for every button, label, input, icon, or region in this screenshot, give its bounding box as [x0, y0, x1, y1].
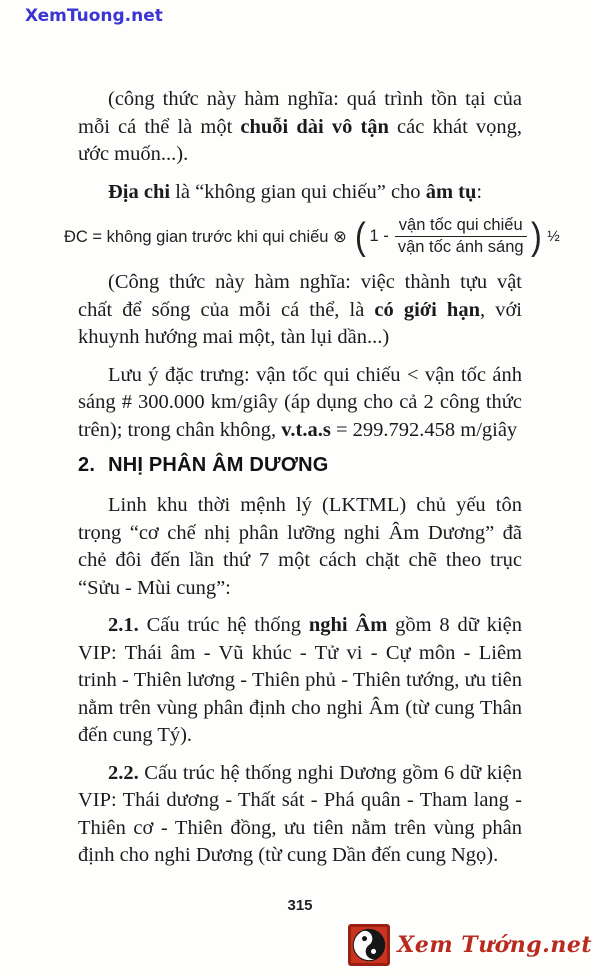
text-segment-bold: Địa chi	[108, 180, 171, 203]
formula-exponent: ½	[547, 228, 560, 245]
paragraph-2-1	[78, 612, 522, 750]
text-segment: Cấu trúc hệ thống nghi Dương gồm 6 dữ kiện VIP: Thái dương - Thất sát - Phá quân - Tham lang - Thiên cơ - Thiên đồng, ưu tiên nằm trên vùng phân định cho nghi Dương (từ cung Dần đến cung Ngọ).	[78, 761, 522, 866]
formula-close-paren: )	[530, 215, 542, 258]
fraction-numerator: vận tốc qui chiếu	[395, 216, 527, 237]
text-segment-bold: nghi Âm	[308, 614, 388, 636]
logo-text: Xem Tướng.net	[397, 932, 592, 958]
paragraph-formula-note-1	[78, 86, 522, 169]
formula-open-paren: (	[354, 215, 366, 258]
text-segment-bold: có giới hạn	[374, 298, 480, 321]
section-title: NHỊ PHÂN ÂM DƯƠNG	[108, 454, 329, 476]
text-segment: = 299.792.458 m/giây	[330, 418, 518, 441]
formula-dc	[64, 215, 560, 258]
text-segment: , với khuynh hướng mai một, tàn lụi dần...)	[78, 298, 522, 348]
text-segment-bold: v.t.a.s	[281, 418, 331, 441]
paragraph-formula-note-2	[78, 269, 522, 352]
text-segment: :	[476, 180, 483, 203]
text-segment-bold: âm tụ	[425, 180, 477, 203]
text-segment: (công thức này hàm nghĩa: quá trình tồn tại của mỗi cá thể là một	[78, 88, 522, 138]
paragraph-2-2	[78, 760, 522, 870]
paragraph-luu-y	[78, 362, 522, 445]
paragraph-linh-khu	[78, 492, 522, 602]
text-segment: gồm 8 dữ kiện VIP: Thái âm - Vũ khúc - Tử vi - Cự môn - Liêm trinh - Thiên lương - Thiên phủ - Thiên tướng, ưu tiên nằm trên vùng phân định cho nghi Âm (từ cung Thân đến cung Tý).	[78, 614, 522, 746]
yinyang-icon	[348, 924, 390, 966]
text-segment: Cấu trúc hệ thống	[138, 614, 309, 636]
section-number: 2.	[78, 454, 96, 476]
text-segment: là “không gian qui chiếu” cho	[170, 180, 426, 203]
xemtuong-logo[interactable]	[348, 924, 592, 966]
text-segment-bold: chuỗi dài vô tận	[240, 115, 389, 138]
formula-fraction	[395, 216, 527, 257]
text-segment: (Công thức này hàm nghĩa: việc thành tựu vật chất để sống của mỗi cá thể, là	[78, 271, 522, 321]
text-segment: Lưu ý đặc trưng: vận tốc qui chiếu < vận tốc ánh sáng # 300.000 km/giây (áp dụng cho cả 2 công thức trên); trong chân không,	[78, 363, 522, 441]
paragraph-dia-chi	[78, 179, 522, 207]
section-heading	[78, 454, 522, 477]
fraction-denominator: vận tốc ánh sáng	[397, 238, 524, 256]
formula-lhs: ĐC = không gian trước khi qui chiếu ⊗	[64, 227, 347, 246]
text-segment: các khát vọng, ước muốn...).	[78, 115, 523, 165]
watermark-link[interactable]: XemTuong.net	[25, 6, 163, 26]
page-content	[64, 86, 560, 880]
text-segment-bold: 2.1.	[108, 614, 139, 636]
formula-one-minus: 1 -	[369, 227, 389, 245]
page-number: 315	[287, 897, 313, 914]
text-segment: Linh khu thời mệnh lý (LKTML) chủ yếu tôn trọng “cơ chế nhị phân lưỡng nghi Âm Dương” đã chẻ đôi đến lần thứ 7 một cách chặt chẽ theo trục “Sửu - Mùi cung”:	[78, 494, 522, 599]
text-segment-bold: 2.2.	[108, 761, 139, 784]
